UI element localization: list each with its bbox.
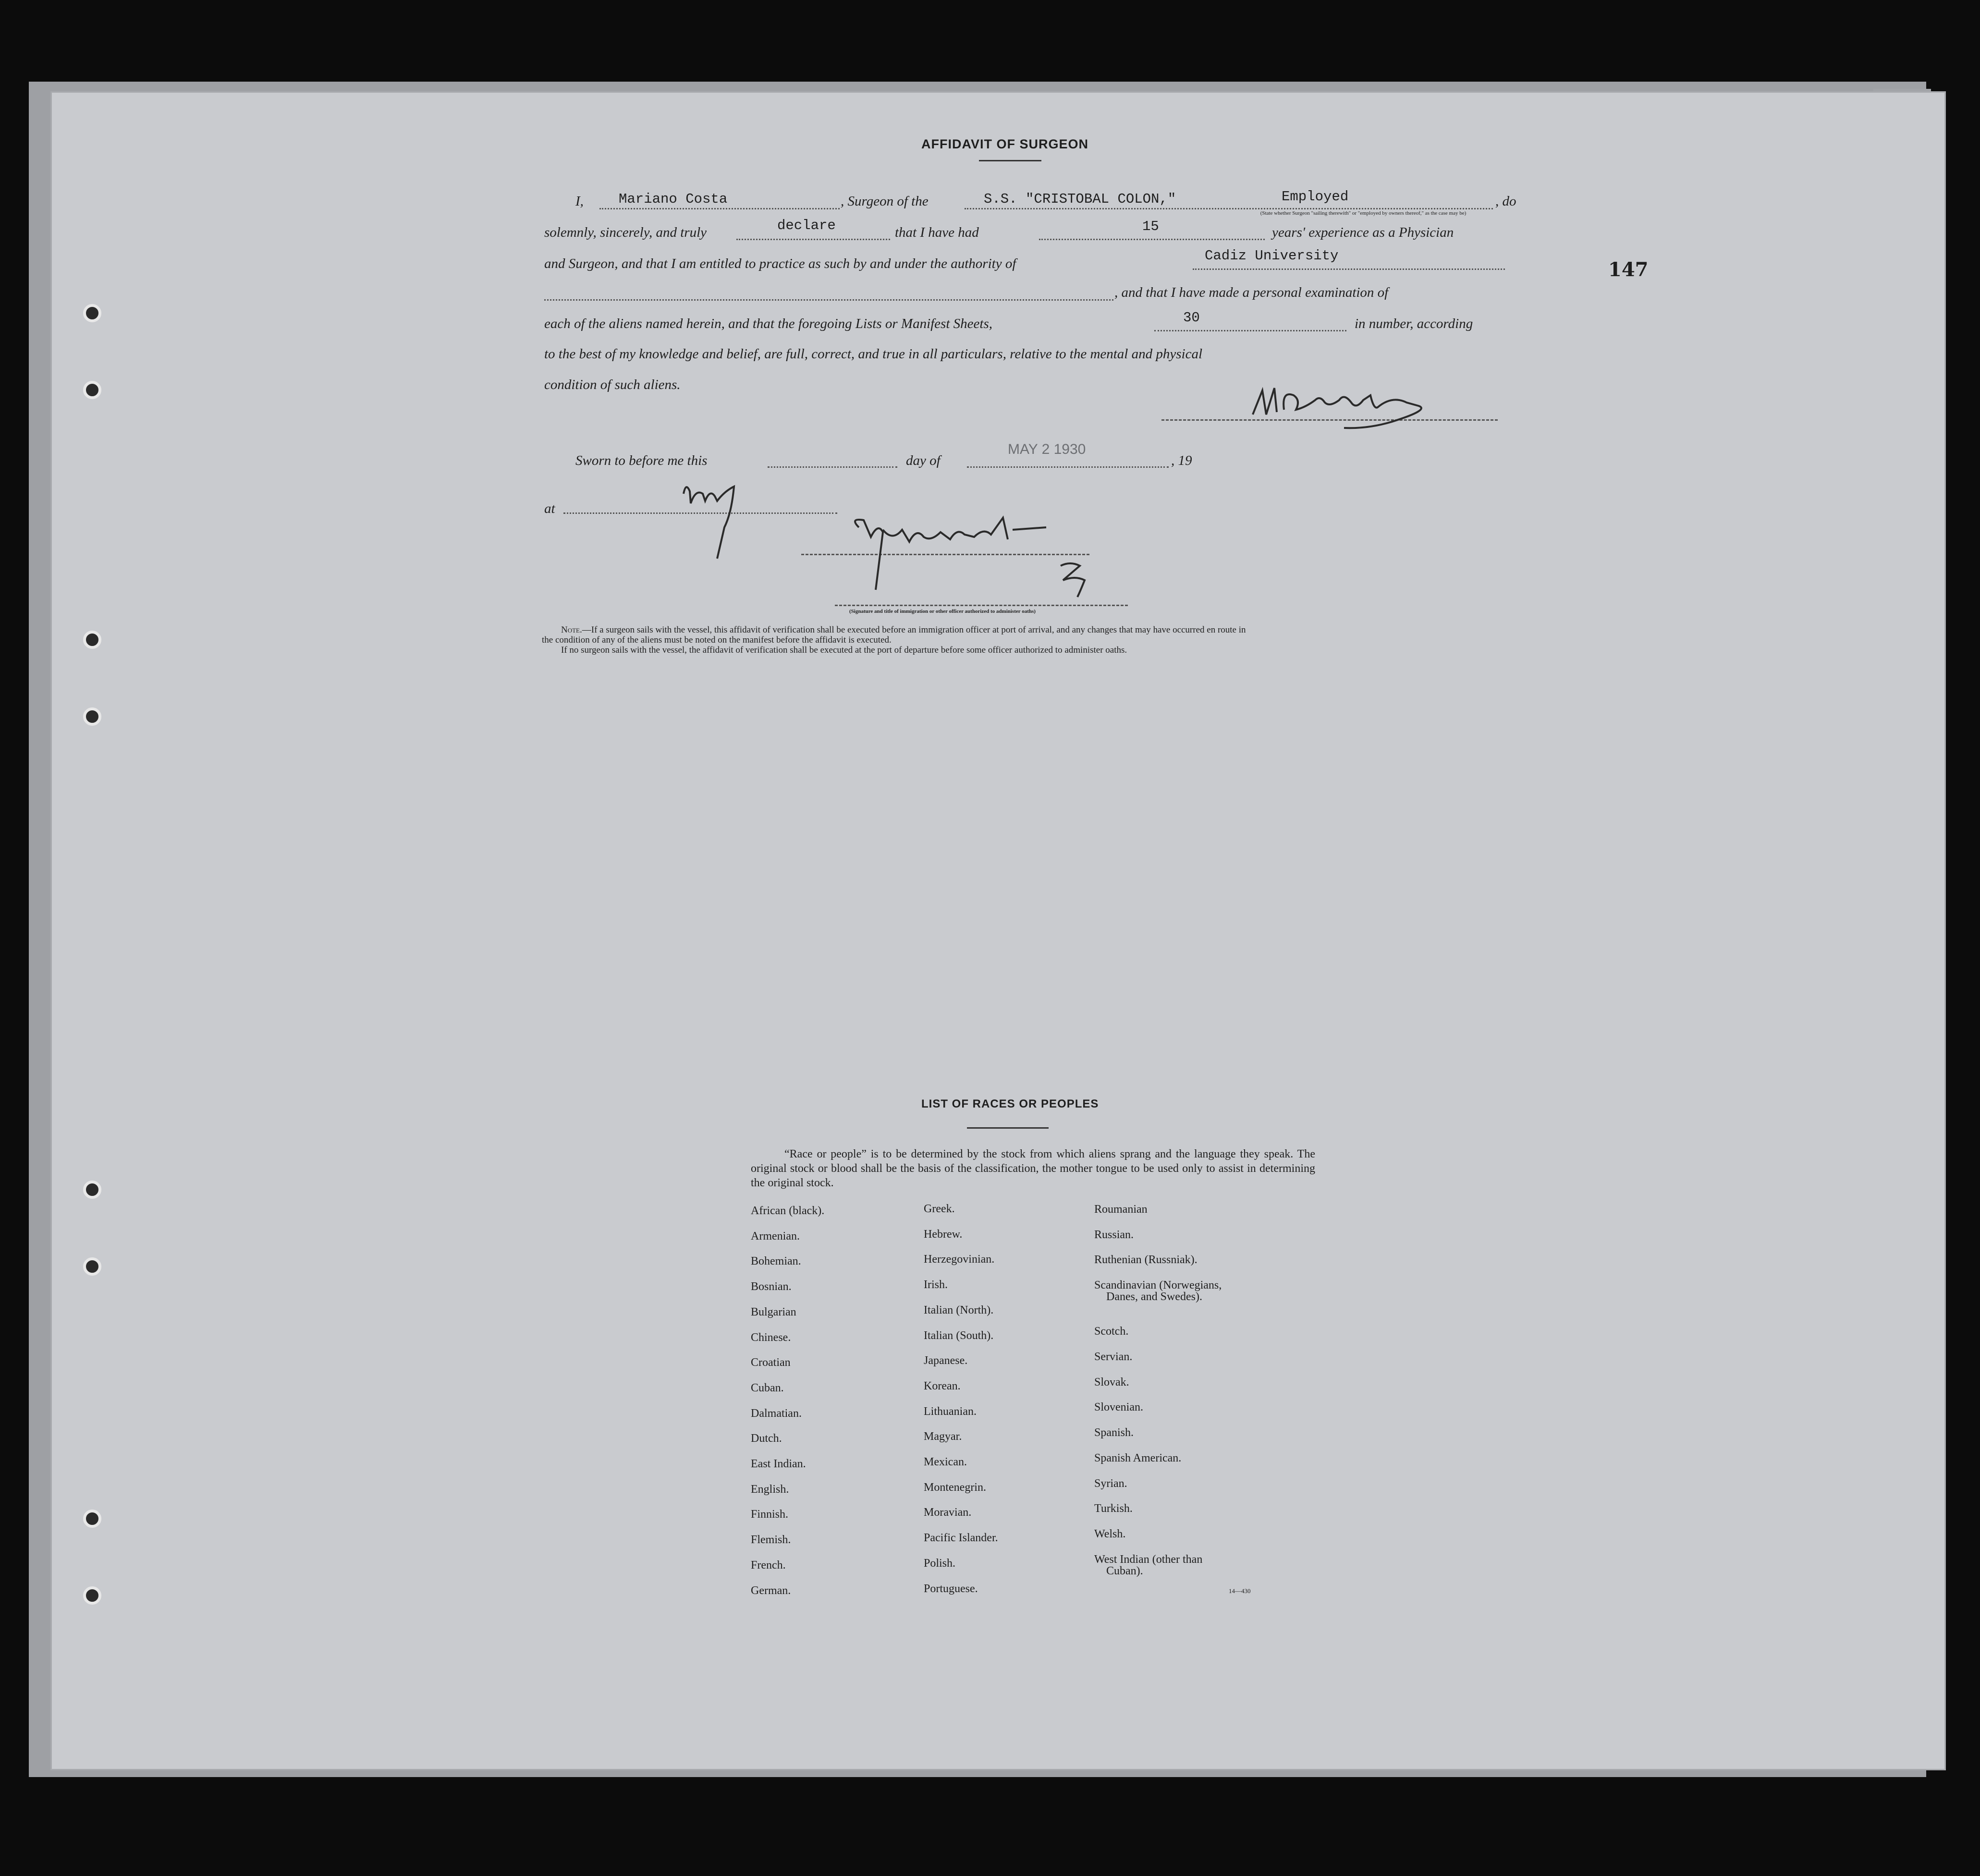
race-item: Slovak. [1094, 1376, 1129, 1389]
race-item: Bohemian. [751, 1255, 801, 1267]
race-item: Italian (North). [924, 1304, 994, 1316]
officer-signature [830, 508, 1195, 599]
race-item: Dalmatian. [751, 1407, 802, 1420]
race-item: Servian. [1094, 1351, 1133, 1363]
note-line-1b: the condition of any of the aliens must be noted on the manifest before the affidavit is executed. [542, 635, 892, 645]
officer-title-line [835, 605, 1128, 606]
years-line [1039, 239, 1265, 240]
sworn-date-line [967, 466, 1169, 468]
race-item: Korean. [924, 1380, 961, 1392]
page-number: 147 [1608, 258, 1649, 281]
note-block [542, 625, 1246, 655]
race-item: Pacific Islander. [924, 1532, 998, 1544]
sheets-field: 30 [1183, 310, 1200, 326]
race-item: Dutch. [751, 1432, 782, 1445]
race-item: Flemish. [751, 1534, 791, 1546]
sworn-day-label: day of [906, 453, 941, 468]
authority-line-2 [544, 299, 1113, 301]
surgeon-name-field: Mariano Costa [619, 191, 728, 207]
sworn-prefix: Sworn to before me this [575, 453, 708, 468]
authority-line [1193, 268, 1505, 270]
race-item: Scotch. [1094, 1325, 1129, 1338]
race-item: Danes, and Swedes). [1106, 1291, 1202, 1303]
race-item: Roumanian [1094, 1203, 1148, 1216]
races-intro: “Race or people” is to be determined by the stock from which aliens sprang and the language they speak. The original stock or blood shall be the basis of the classification, the mother tongue to be used only to assist in determining the original stock. [751, 1148, 1315, 1189]
form-number: 14—430 [1229, 1587, 1251, 1595]
race-item: Magyar. [924, 1430, 962, 1443]
document-page [50, 91, 1946, 1770]
line5-end: in number, according [1355, 316, 1473, 331]
binder-hole-1 [83, 304, 101, 322]
binder-hole-3 [83, 631, 101, 649]
race-item: English. [751, 1483, 789, 1496]
note-label: Note. [561, 625, 582, 635]
race-item: Spanish American. [1094, 1452, 1182, 1464]
note-text-1: —If a surgeon sails with the vessel, this affidavit of verification shall be executed before an immigration officer at port of arrival, and any changes that may have occurred en route in [582, 625, 1246, 635]
line5-start: each of the aliens named herein, and that the foregoing Lists or Manifest Sheets, [544, 316, 992, 331]
race-item: Welsh. [1094, 1528, 1126, 1540]
line7: condition of such aliens. [544, 377, 681, 392]
note-line-1 [542, 625, 1246, 635]
race-item: Greek. [924, 1203, 955, 1215]
race-item: Portuguese. [924, 1583, 978, 1595]
races-title-rule [967, 1127, 1049, 1129]
line2-end: years' experience as a Physician [1272, 225, 1454, 240]
binder-hole-8 [83, 1586, 101, 1605]
race-item: Italian (South). [924, 1329, 994, 1342]
race-item: Mexican. [924, 1456, 967, 1468]
at-label: at [544, 501, 555, 516]
affidavit-title: AFFIDAVIT OF SURGEON [921, 137, 1088, 151]
place-handwriting [676, 475, 763, 566]
race-item: Cuban. [751, 1382, 784, 1394]
race-item: Slovenian. [1094, 1401, 1143, 1413]
race-item: Moravian. [924, 1506, 972, 1519]
race-item: Scandinavian (Norwegians, [1094, 1279, 1222, 1291]
race-item: Croatian [751, 1356, 791, 1369]
race-item: Lithuanian. [924, 1405, 977, 1418]
surgeon-signature [1248, 381, 1459, 434]
vessel-field: S.S. "CRISTOBAL COLON," [984, 191, 1176, 207]
race-item: Irish. [924, 1279, 948, 1291]
race-item: Montenegrin. [924, 1481, 986, 1494]
race-item: Syrian. [1094, 1477, 1127, 1490]
binder-hole-6 [83, 1257, 101, 1276]
surgeon-name-line [599, 208, 840, 209]
race-item: Bosnian. [751, 1280, 792, 1293]
race-item: Polish. [924, 1557, 956, 1570]
race-item: East Indian. [751, 1458, 806, 1470]
line2-start: solemnly, sincerely, and truly [544, 225, 707, 240]
sworn-day-line [768, 466, 897, 468]
note-line-2: If no surgeon sails with the vessel, the affidavit of verification shall be executed at the port of departure before some officer authorized to administer oaths. [561, 645, 1127, 655]
employment-note: (State whether Surgeon "sailing therewith" or "employed by owners thereof," as the case may be) [1260, 210, 1467, 216]
years-field: 15 [1142, 219, 1159, 234]
race-item: African (black). [751, 1205, 825, 1217]
race-item: Finnish. [751, 1508, 789, 1521]
race-item: West Indian (other than [1094, 1553, 1203, 1566]
race-item: Russian. [1094, 1229, 1134, 1241]
employment-field: Employed [1282, 189, 1349, 205]
authority-field: Cadiz University [1205, 248, 1339, 264]
officer-caption: (Signature and title of immigration or other officer authorized to administer oaths) [849, 609, 1036, 614]
binder-hole-5 [83, 1181, 101, 1199]
race-item: Cuban). [1106, 1565, 1143, 1577]
sworn-date-stamp: MAY 2 1930 [1008, 441, 1086, 457]
line1-end: , do [1495, 194, 1516, 209]
line2-mid: that I have had [895, 225, 979, 240]
declaration-line [736, 239, 890, 240]
race-item: Spanish. [1094, 1426, 1134, 1439]
line6: to the best of my knowledge and belief, are full, correct, and true in all particulars, relative to the mental and physical [544, 346, 1203, 362]
vessel-line [965, 208, 1493, 209]
race-item: French. [751, 1559, 786, 1571]
binder-hole-2 [83, 381, 101, 399]
binder-hole-7 [83, 1510, 101, 1528]
affidavit-title-rule [979, 160, 1041, 161]
races-title: LIST OF RACES OR PEOPLES [921, 1097, 1099, 1110]
race-item: Japanese. [924, 1354, 968, 1367]
race-item: German. [751, 1584, 791, 1597]
declaration-field: declare [777, 218, 836, 233]
sworn-year: , 19 [1171, 453, 1192, 468]
line3-start: and Surgeon, and that I am entitled to practice as such by and under the authority of [544, 256, 1016, 271]
race-item: Turkish. [1094, 1502, 1133, 1515]
race-item: Hebrew. [924, 1228, 963, 1241]
line1-prefix: I, [575, 194, 584, 209]
race-item: Chinese. [751, 1331, 791, 1344]
binder-hole-4 [83, 707, 101, 726]
race-item: Armenian. [751, 1230, 800, 1243]
race-item: Herzegovinian. [924, 1253, 995, 1266]
race-item: Bulgarian [751, 1306, 796, 1318]
race-item: Ruthenian (Russniak). [1094, 1254, 1198, 1266]
sheets-line [1154, 330, 1346, 331]
line4-end: , and that I have made a personal examination of [1114, 285, 1389, 300]
line1-mid: , Surgeon of the [841, 194, 929, 209]
